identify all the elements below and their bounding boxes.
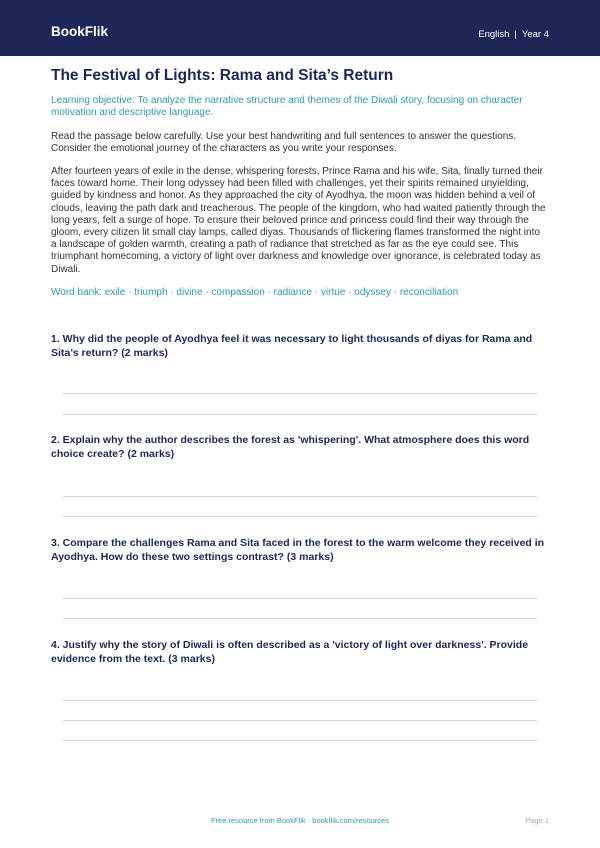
answer-line[interactable] — [63, 720, 537, 721]
answer-line[interactable] — [63, 393, 537, 394]
question-4: 4. Justify why the story of Diwali is often described as a 'victory of light over darkness'. Provide evidence from the text. (3 marks) — [51, 639, 529, 665]
year-label: Year 4 — [521, 29, 549, 40]
page-number: Page 1 — [525, 816, 549, 825]
footer-credit[interactable]: Free resource from BookFlik · bookflik.com/resources — [211, 816, 389, 825]
answer-line[interactable] — [63, 496, 537, 497]
header-bar — [0, 0, 600, 56]
learning-objective: Learning objective: To analyze the narrative structure and themes of the Diwali story, focusing on character motivation and descriptive language. — [51, 95, 523, 118]
answer-line[interactable] — [63, 414, 537, 415]
brand-logo-text[interactable]: BookFlik — [51, 24, 109, 39]
answer-line[interactable] — [63, 598, 537, 599]
subject-label: English — [478, 29, 510, 40]
answer-line[interactable] — [63, 516, 537, 517]
worksheet-title: The Festival of Lights: Rama and Sita’s Return — [51, 67, 394, 84]
answer-line[interactable] — [63, 700, 537, 701]
answer-line[interactable] — [63, 618, 537, 619]
worksheet-intro — [51, 66, 548, 299]
word-bank: Word bank: exile · triumph · divine · compassion · radiance · virtue · odyssey · reconciliation — [51, 286, 459, 298]
reading-passage: After fourteen years of exile in the dense, whispering forests, Prince Rama and his wife, Sita, finally turned their faces toward home. Their long odyssey had been filled with challenges, yet their spirits remained unyielding, guided by kindness and honor. As they approached the city of Ayodhya, the moon was hidden behind a veil of clouds, leaving the path dark and treacherous. The people of the kingdom, who had waited patiently through the long years, felt a surge of hope. To ensure their beloved prince and princess could find their way through the gloom, every citizen lit small clay lamps, called diyas. Thousands of flickering flames transformed the night into a landscape of golden warmth, creating a path of radiance that stretched as far as the eye could see. This triumphant homecoming, a victory of light over darkness and knowledge over ignorance, is celebrated today as Diwali. — [51, 166, 546, 275]
answer-line[interactable] — [63, 740, 537, 741]
question-1: 1. Why did the people of Ayodhya feel it was necessary to light thousands of diyas for Rama and Sita’s return? (2 marks) — [51, 333, 533, 359]
subject-year-meta — [478, 29, 549, 40]
question-2: 2. Explain why the author describes the forest as 'whispering'. What atmosphere does this word choice create? (2 marks) — [51, 434, 530, 460]
question-3: 3. Compare the challenges Rama and Sita faced in the forest to the warm welcome they received in Ayodhya. How do these two settings contrast? (3 marks) — [51, 537, 545, 563]
instructions-text: Read the passage below carefully. Use your best handwriting and full sentences to answer the questions. Consider the emotional journey of the characters as you write your responses. — [51, 131, 517, 154]
meta-separator: | — [514, 29, 517, 40]
